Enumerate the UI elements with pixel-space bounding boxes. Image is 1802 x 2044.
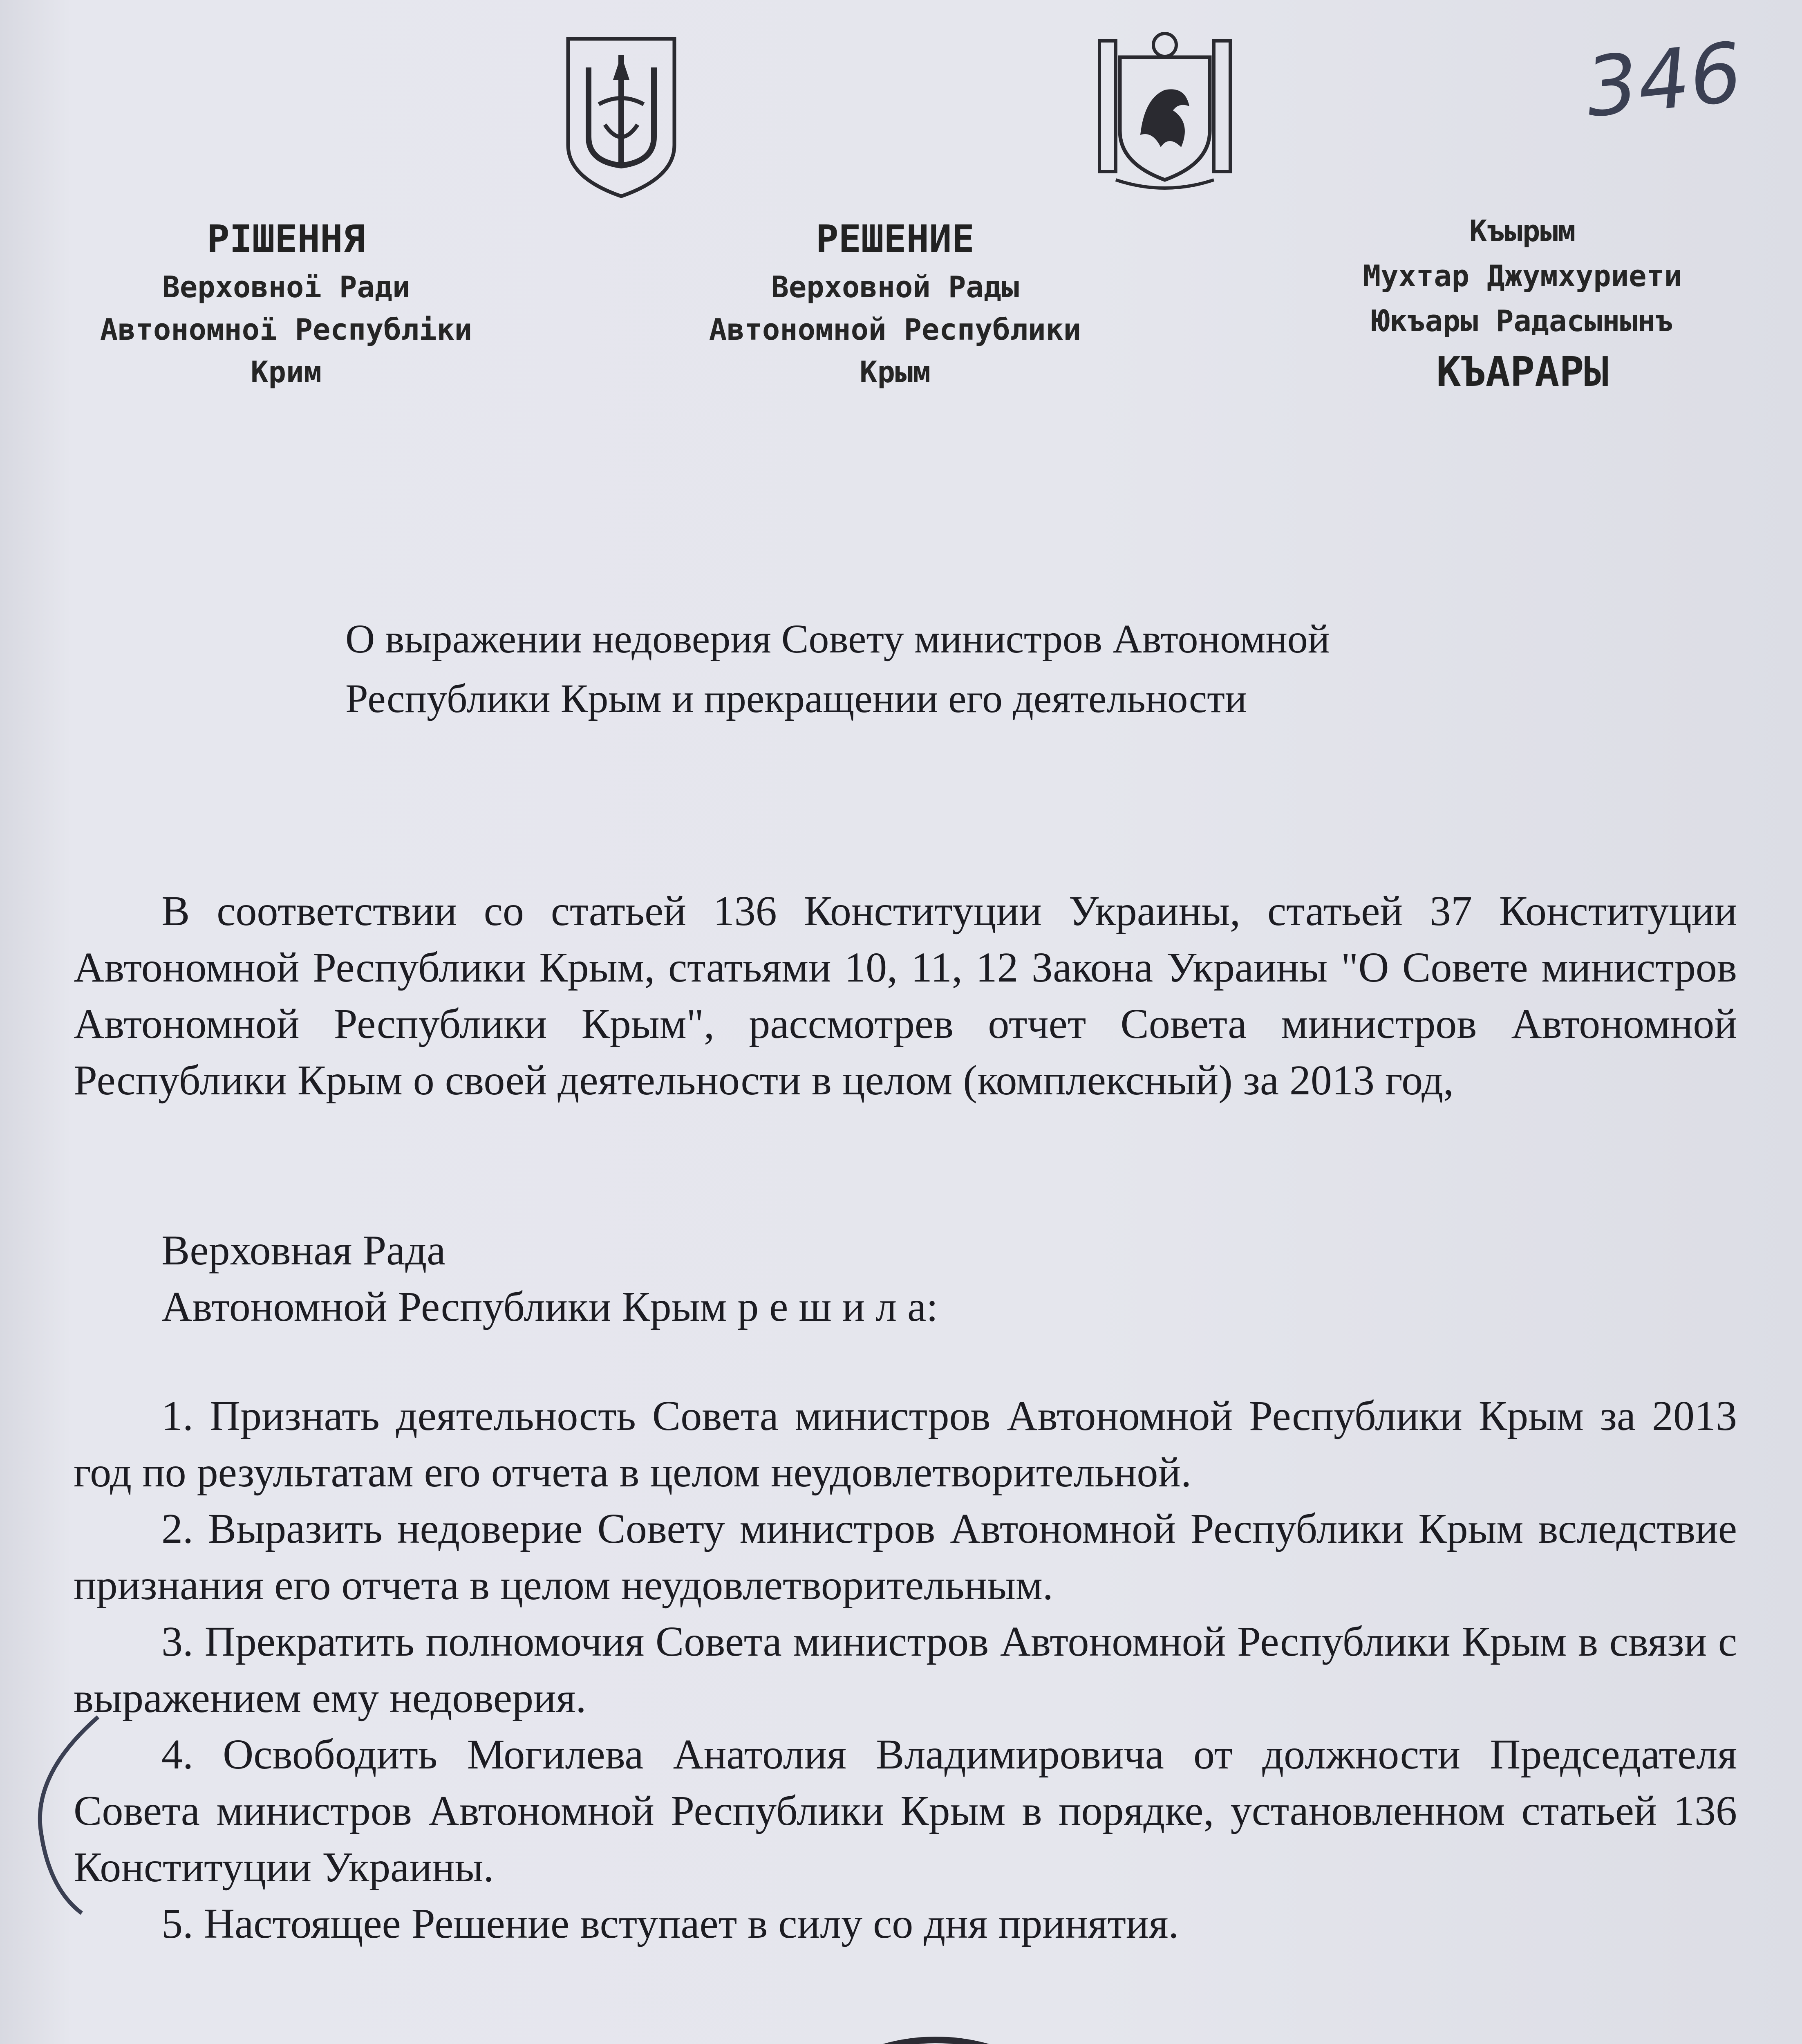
decision-item: 1. Признать деятельность Совета министров Автономной Республики Крым за 2013 год по результатам его отчета в целом неудовлетворительной.: [74, 1392, 1737, 1496]
header-ukrainian-line1: Верховної Ради: [162, 270, 410, 304]
decision-items: [74, 1388, 1737, 1952]
header-russian-title: РЕШЕНИЕ: [816, 217, 974, 261]
header-ukrainian-title: РІШЕННЯ: [207, 217, 365, 261]
preamble-paragraph: В соответствии со статьей 136 Конституции Украины, статьей 37 Конституции Автономной Республики Крым, статьями 10, 11, 12 Закона Украины "О Совете министров Автономной Республики Крым", рассмотрев отчет Совета министров Автономной Республики Крым о своей деятельности в целом (комплексный) за 2013 год,: [74, 888, 1737, 1104]
header-russian-line1: Верховной Рады: [771, 270, 1019, 304]
decision-item: 4. Освободить Могилева Анатолия Владимировича от должности Председателя Совета министров Автономной Республики Крым в порядке, установленном статьей 136 Конституции Украины.: [74, 1731, 1737, 1891]
header-ukrainian-line2: Автономної Республіки: [100, 312, 472, 347]
document-title-line1: О выражении недоверия Совету министров Автономной: [345, 616, 1330, 661]
header-ukrainian-line3: Крим: [251, 355, 322, 389]
decision-item: 3. Прекратить полномочия Совета министров Автономной Республики Крым в связи с выражением ему недоверия.: [74, 1618, 1737, 1721]
document-title: [345, 609, 1330, 728]
decision-intro: [161, 1222, 938, 1335]
header-crimean-tatar: [1287, 208, 1757, 401]
header-crimean-tatar-line1: Къырым: [1469, 214, 1576, 248]
header-crimean-tatar-line3: Юкъары Радасынынъ: [1372, 304, 1673, 338]
header-ukrainian: [45, 213, 527, 393]
handwritten-bracket-mark: [25, 1709, 106, 1921]
ukraine-coat-of-arms-icon: [560, 31, 683, 202]
header-russian-line2: Автономной Республики: [709, 312, 1081, 347]
decision-intro-line2: Автономной Республики Крым р е ш и л а:: [161, 1283, 938, 1330]
header-crimean-tatar-line2: Мухтар Джумхуриети: [1363, 259, 1682, 293]
decision-item: 2. Выразить недоверие Совету министров Автономной Республики Крым вследствие признания его отчета в целом неудовлетворительным.: [74, 1505, 1737, 1609]
decision-item: 5. Настоящее Решение вступает в силу со дня принятия.: [161, 1900, 1179, 1947]
header-russian-line3: Крым: [860, 355, 931, 389]
crimea-coat-of-arms-icon: [1091, 29, 1238, 192]
page-number: 346: [1581, 25, 1746, 136]
official-seal: [732, 2028, 1140, 2044]
decision-intro-line1: Верховная Рада: [161, 1227, 446, 1274]
document-title-line2: Республики Крым и прекращении его деятельности: [345, 676, 1247, 721]
header-russian: [654, 213, 1136, 393]
header-crimean-tatar-title: КЪАРАРЫ: [1436, 348, 1609, 396]
